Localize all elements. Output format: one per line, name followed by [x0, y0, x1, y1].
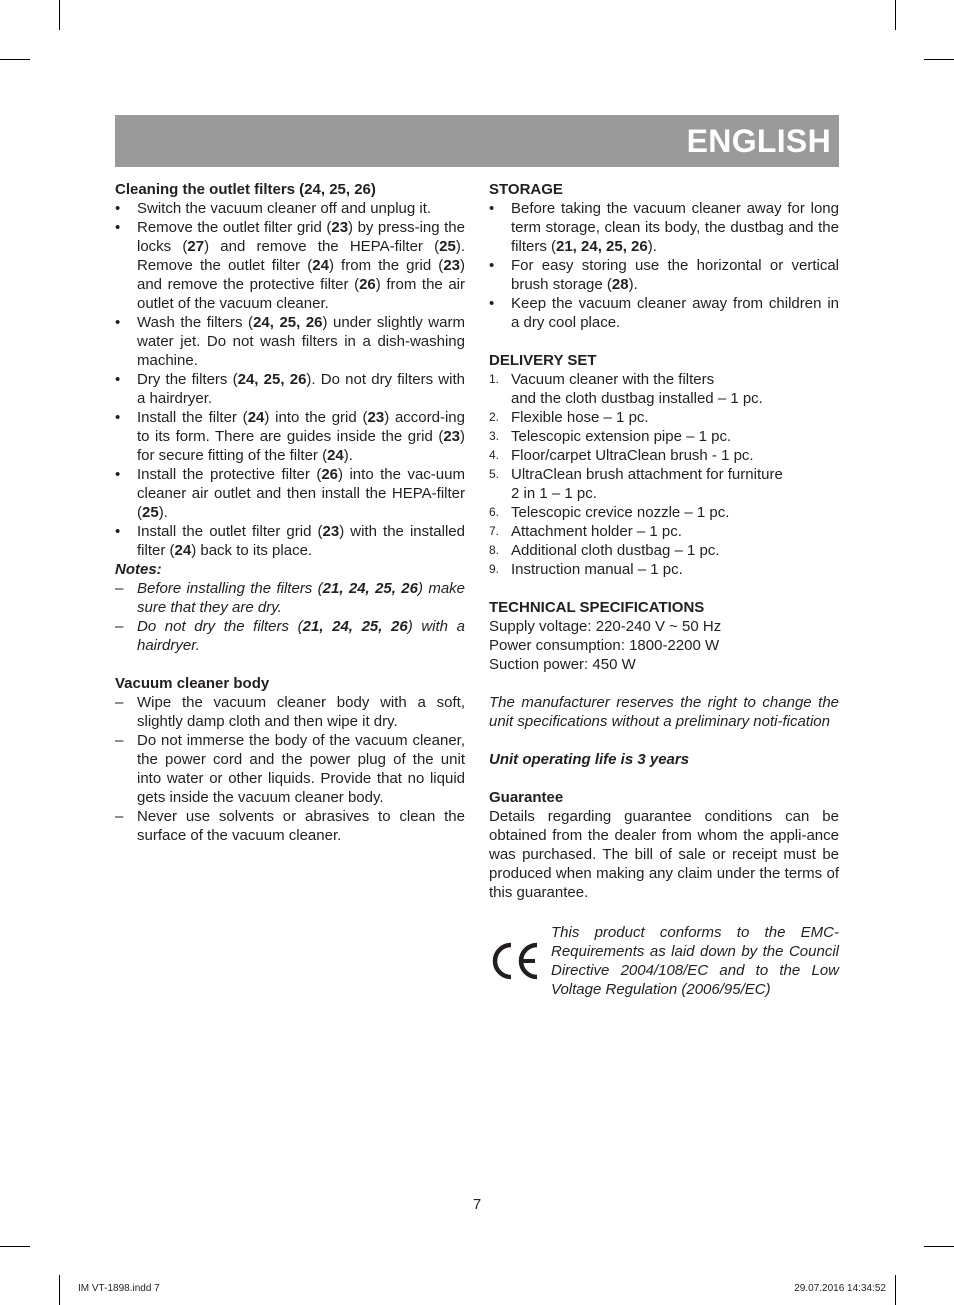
delivery-item [489, 522, 839, 541]
delivery-item [489, 370, 839, 408]
part-reference: 21, 24, 25, 26 [556, 238, 648, 255]
item-text: ) from the air outlet of the vacuum cleaner. [137, 276, 465, 312]
item-text: ) into the grid ( [264, 409, 368, 426]
item-text: For easy storing use the horizontal or vertical brush storage ( [511, 257, 839, 293]
part-reference: 23 [367, 409, 385, 426]
note-item [115, 617, 465, 655]
list-marker: – [115, 580, 124, 597]
delivery-item [489, 408, 839, 427]
footer-date: 29.07.2016 14:34:52 [794, 1283, 886, 1294]
delivery-item [489, 446, 839, 465]
body-care-list [115, 693, 465, 845]
cleaning-step [115, 218, 465, 313]
notes-title: Notes: [115, 561, 162, 578]
list-marker: • [489, 200, 495, 217]
cleaning-step [115, 370, 465, 408]
list-marker: • [115, 466, 121, 483]
body-title: Vacuum cleaner body [115, 675, 270, 692]
part-reference: 23 [322, 523, 340, 540]
delivery-item [489, 465, 839, 503]
part-reference: 24 [327, 447, 344, 464]
manufacturer-note: The manufacturer reserves the right to change the unit specifications without a preliminary noti-fication [489, 694, 839, 730]
cleaning-step [115, 465, 465, 522]
item-text: Flexible hose – 1 pc. [511, 409, 649, 426]
item-text: Remove the outlet filter grid ( [137, 219, 332, 236]
spec-voltage: Supply voltage: 220-240 V ~ 50 Hz [489, 618, 722, 635]
item-text: Dry the filters ( [137, 371, 238, 388]
item-number: 4. [489, 448, 500, 462]
part-reference: 21, 24, 25, 26 [322, 580, 418, 597]
crop-mark [895, 0, 896, 30]
right-column [489, 180, 839, 999]
crop-mark [0, 1246, 30, 1247]
item-text: ). [343, 447, 353, 464]
crop-mark [895, 1275, 896, 1305]
delivery-title: DELIVERY SET [489, 352, 597, 369]
part-reference: 25 [142, 504, 159, 521]
list-marker: – [115, 732, 124, 749]
cleaning-step [115, 522, 465, 560]
ce-statement: This product conforms to the EMC-Requirements as laid down by the Council Directive 2004/108/EC and to the Low Voltage Regulation (2006/95/EC) [551, 924, 839, 998]
part-reference: 24, 25, 26 [237, 371, 307, 388]
item-text: Keep the vacuum cleaner away from children in a dry cool place. [511, 295, 839, 331]
crop-mark [59, 1275, 60, 1305]
ce-mark-icon [489, 939, 541, 983]
footer-file: IM VT-1898.indd 7 [78, 1283, 160, 1294]
list-marker: – [115, 618, 124, 635]
part-reference: 23 [331, 219, 349, 236]
item-text: ) under slightly warm water jet. Do not wash filters in a dish-washing machine. [137, 314, 465, 369]
item-text: ) with a hairdryer. [137, 618, 465, 654]
item-text: 2 in 1 – 1 pc. [511, 485, 597, 502]
item-text: Telescopic crevice nozzle – 1 pc. [511, 504, 730, 521]
delivery-item [489, 503, 839, 522]
item-text: Additional cloth dustbag – 1 pc. [511, 542, 720, 559]
part-reference: 24, 25, 26 [253, 314, 323, 331]
tech-specs-title: TECHNICAL SPECIFICATIONS [489, 599, 705, 616]
part-reference: 21, 24, 25, 26 [302, 618, 408, 635]
item-text: ). [628, 276, 638, 293]
part-reference: 25 [439, 238, 456, 255]
storage-item [489, 294, 839, 332]
storage-item [489, 256, 839, 294]
part-reference: 26 [359, 276, 376, 293]
item-text: ) and remove the HEPA-filter ( [204, 238, 440, 255]
item-text: ). [647, 238, 657, 255]
guarantee-title: Guarantee [489, 789, 564, 806]
spec-suction: Suction power: 450 W [489, 656, 636, 673]
list-marker: – [115, 808, 124, 825]
item-text: Do not immerse the body of the vacuum cleaner, the power cord and the power plug of the unit into water or other liquids. Provide that no liquid gets inside the vacuum cleaner body. [137, 732, 465, 806]
notes-list [115, 579, 465, 655]
item-text: ) accord-ing to its form. There are guides inside the grid ( [137, 409, 465, 445]
item-text: ). [158, 504, 168, 521]
note-item [115, 579, 465, 617]
cleaning-filters-list [115, 199, 465, 560]
item-text: Instruction manual – 1 pc. [511, 561, 683, 578]
item-text: ) and remove the protective filter ( [137, 257, 465, 293]
item-number: 8. [489, 543, 500, 557]
list-marker: • [115, 219, 121, 236]
language-title: ENGLISH [686, 123, 831, 159]
item-text: Wipe the vacuum cleaner body with a soft, slightly damp cloth and then wipe it dry. [137, 694, 465, 730]
delivery-list [489, 370, 839, 579]
item-number: 5. [489, 467, 500, 481]
item-text: Attachment holder – 1 pc. [511, 523, 682, 540]
ce-conformity [489, 923, 839, 999]
part-reference: 26 [321, 466, 338, 483]
part-reference: 23 [443, 428, 460, 445]
list-marker: • [115, 371, 121, 388]
item-text: and the cloth dustbag installed – 1 pc. [511, 390, 763, 407]
item-text: ) from the grid ( [328, 257, 444, 274]
delivery-item [489, 427, 839, 446]
item-text: Telescopic extension pipe – 1 pc. [511, 428, 732, 445]
item-text: Install the filter ( [137, 409, 248, 426]
body-care-item [115, 731, 465, 807]
item-number: 3. [489, 429, 500, 443]
operating-life: Unit operating life is 3 years [489, 751, 690, 768]
item-text: ) for secure fitting of the filter ( [137, 428, 465, 464]
list-marker: – [115, 694, 124, 711]
item-text: ) back to its place. [191, 542, 313, 559]
cleaning-filters-title: Cleaning the outlet filters (24, 25, 26) [115, 181, 376, 198]
item-text: ) by press-ing the locks ( [137, 219, 465, 255]
item-text: UltraClean brush attachment for furniture [511, 466, 783, 483]
item-number: 1. [489, 372, 500, 386]
item-text: Switch the vacuum cleaner off and unplug it. [137, 200, 432, 217]
item-text: ) with the installed filter ( [137, 523, 465, 559]
storage-title: STORAGE [489, 181, 563, 198]
language-banner [115, 115, 839, 167]
item-text: Wash the filters ( [137, 314, 254, 331]
spec-power: Power consumption: 1800-2200 W [489, 637, 720, 654]
item-number: 7. [489, 524, 500, 538]
item-number: 6. [489, 505, 500, 519]
item-text: Vacuum cleaner with the filters [511, 371, 715, 388]
crop-mark [924, 59, 954, 60]
item-number: 9. [489, 562, 500, 576]
item-text: ). Do not dry filters with a hairdryer. [137, 371, 465, 407]
item-text: ) into the vac-uum cleaner air outlet and then install the HEPA-filter ( [137, 466, 465, 521]
item-text: Before taking the vacuum cleaner away for long term storage, clean its body, the dustbag and the filters ( [511, 200, 839, 255]
storage-item [489, 199, 839, 256]
list-marker: • [115, 409, 121, 426]
left-column [115, 180, 465, 845]
item-number: 2. [489, 410, 500, 424]
part-reference: 27 [187, 238, 205, 255]
storage-list [489, 199, 839, 332]
body-care-item [115, 693, 465, 731]
item-text: Floor/carpet UltraClean brush - 1 pc. [511, 447, 754, 464]
item-text: ). Remove the outlet filter ( [137, 238, 465, 274]
delivery-item [489, 560, 839, 579]
part-reference: 24 [174, 542, 192, 559]
crop-mark [59, 0, 60, 30]
part-reference: 24 [312, 257, 329, 274]
list-marker: • [115, 314, 121, 331]
body-care-item [115, 807, 465, 845]
cleaning-step [115, 313, 465, 370]
crop-mark [924, 1246, 954, 1247]
part-reference: 28 [611, 276, 629, 293]
list-marker: • [115, 523, 121, 540]
item-text: Install the protective filter ( [137, 466, 322, 483]
cleaning-step [115, 199, 465, 218]
guarantee-text: Details regarding guarantee conditions can be obtained from the dealer from whom the appli-ance was purchased. The bill of sale or receipt must be produced when making any claim under the terms of this guarantee. [489, 808, 839, 901]
cleaning-step [115, 408, 465, 465]
crop-mark [0, 59, 30, 60]
part-reference: 23 [443, 257, 460, 274]
list-marker: • [489, 295, 495, 312]
item-text: Do not dry the filters ( [137, 618, 303, 635]
page-number: 7 [472, 1196, 482, 1213]
delivery-item [489, 541, 839, 560]
item-text: Never use solvents or abrasives to clean the surface of the vacuum cleaner. [137, 808, 465, 844]
item-text: Before installing the filters ( [137, 580, 323, 597]
list-marker: • [115, 200, 121, 217]
part-reference: 24 [247, 409, 265, 426]
list-marker: • [489, 257, 495, 274]
item-text: Install the outlet filter grid ( [137, 523, 323, 540]
item-text: ) make sure that they are dry. [137, 580, 466, 616]
